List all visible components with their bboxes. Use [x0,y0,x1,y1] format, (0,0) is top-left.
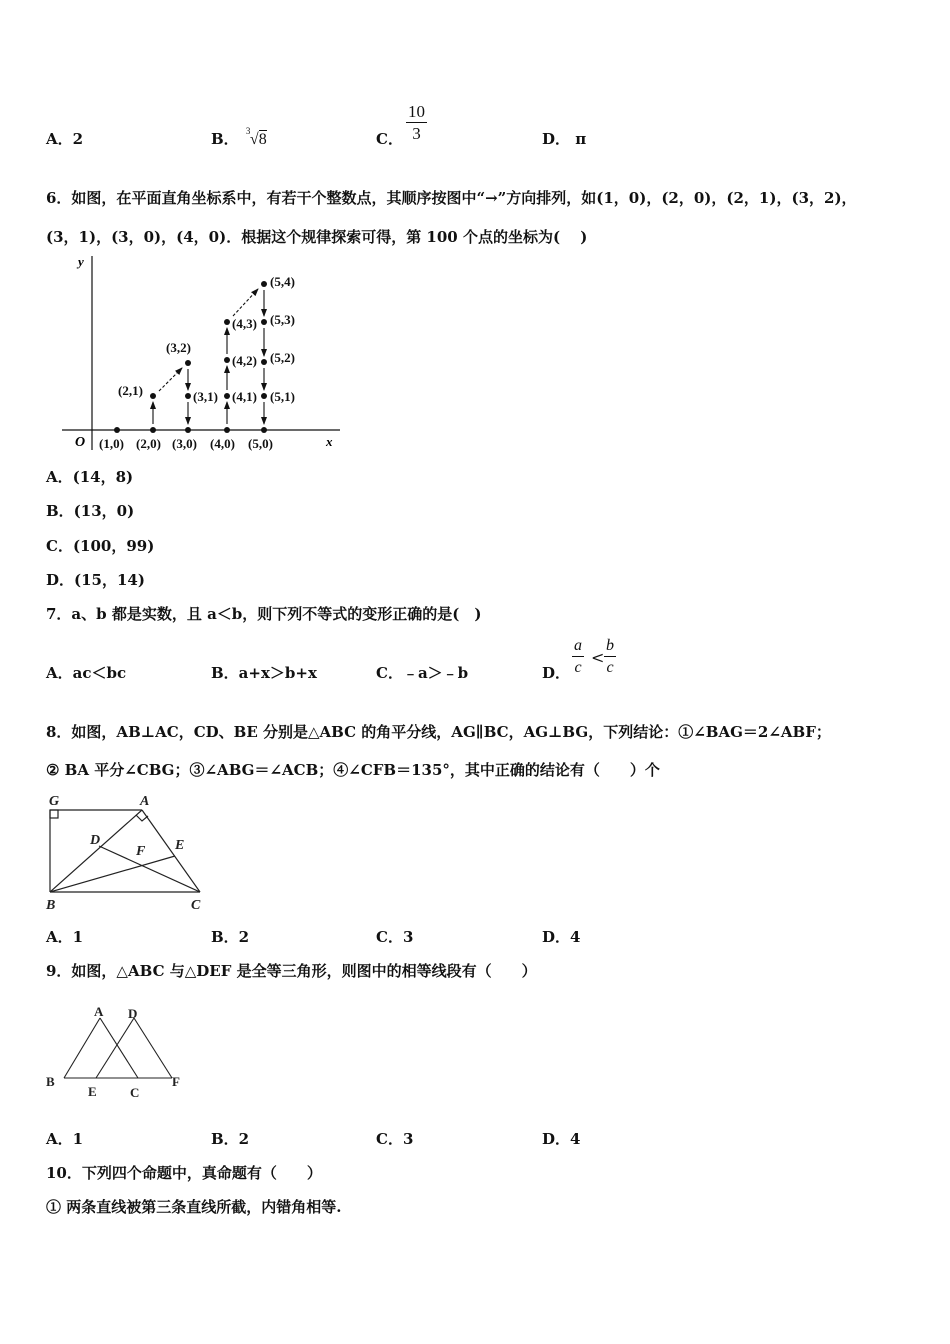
q8-stem-line2: ② BA 平分∠CBG；③∠ABG＝∠ACB；④∠CFB＝135°，其中正确的结论有（ ）个 [46,761,660,779]
q6-x-label: x [326,434,333,449]
q9-line-AB [64,1018,100,1078]
q5-option-c-label: C． [376,130,403,148]
q8-line-CD [99,846,200,892]
q6-y-label: y [78,254,84,269]
q5-cube-root: 3 √8 [245,126,267,148]
q6-point-4-3 [224,319,230,325]
q9-label-D: D [128,1006,138,1021]
q6-label-3-1: (3,1) [193,389,218,404]
q8-triangle-figure [44,788,214,914]
q8-right-angle-G [50,810,58,818]
q6-option-b: B．(13，0) [46,502,135,520]
q5-option-b-label: B． [211,130,239,148]
q6-point-5-3 [261,319,267,325]
q7-d-den1: c [574,659,582,676]
q6-label-2-0: (2,0) [136,436,161,451]
q6-point-3-1 [185,393,191,399]
q6-point-4-1 [224,393,230,399]
q8-label-F: F [136,844,146,859]
q9-label-A: A [94,1004,104,1019]
q7-d-num1: a [572,636,584,657]
q6-label-3-0: (3,0) [172,436,197,451]
q9-option-b: B．2 [211,1130,250,1148]
q6-point-2-0 [150,427,156,433]
q7-d-den2: c [606,659,614,676]
q5-c-denominator: 3 [412,124,421,143]
q9-stem: 9．如图，△ABC 与△DEF 是全等三角形，则图中的相等线段有（ ） [46,962,537,980]
q8-label-C: C [191,898,201,913]
q8-label-B: B [46,898,56,913]
q6-label-5-4: (5,4) [270,274,295,289]
q8-option-d: D．4 [542,928,581,946]
q5-option-a: A．2 [46,130,84,148]
q9-option-a: A．1 [46,1130,84,1148]
q7-d-fraction-right [604,636,616,679]
q5-root-index: 3 [245,126,251,136]
q6-point-5-0 [261,427,267,433]
q6-coordinate-figure [58,252,348,454]
q7-option-b: B．a+x＞b+x [211,664,317,682]
q6-point-1-0 [114,427,120,433]
q5-option-c-fraction [406,102,427,145]
q9-line-AC [100,1018,138,1078]
q5-option-b [211,128,267,149]
q8-label-D: D [90,833,101,848]
q7-option-a: A．ac＜bc [46,664,127,682]
q6-arrow-diag-2 [233,289,258,316]
q7-d-less-than: < [591,648,605,667]
q6-point-5-1 [261,393,267,399]
q6-label-5-1: (5,1) [270,389,295,404]
q7-d-num2: b [604,636,616,657]
q8-label-E: E [175,838,185,853]
q8-line-AC [142,810,200,892]
q6-point-5-2 [261,359,267,365]
q8-option-a: A．1 [46,928,84,946]
q6-point-4-0 [224,427,230,433]
q6-label-4-3: (4,3) [232,316,257,331]
q5-c-numerator: 10 [408,102,425,121]
q6-label-4-0: (4,0) [210,436,235,451]
q7-option-d-label: D． [542,664,571,682]
q7-stem: 7．a、b 都是实数，且 a＜b，则下列不等式的变形正确的是( ) [46,605,482,623]
q7-option-c: C．﹣a＞﹣b [376,664,469,682]
q6-label-5-0: (5,0) [248,436,273,451]
q9-line-DE [96,1018,134,1078]
q6-point-5-4 [261,281,267,287]
q6-stem-line1: 6．如图，在平面直角坐标系中，有若干个整数点，其顺序按图中“→”方向排列，如(1，0)，(2，0)，(2，1)，(3，2)， [46,189,857,207]
q10-item-1: ① 两条直线被第三条直线所截，内错角相等. [46,1198,342,1216]
q8-label-A: A [140,794,150,809]
q6-label-3-2: (3,2) [166,340,191,355]
q6-point-2-1 [150,393,156,399]
q10-stem: 10．下列四个命题中，真命题有（ ） [46,1164,322,1182]
q8-option-c: C．3 [376,928,414,946]
q5-root-radicand: 8 [258,131,267,148]
q8-option-b: B．2 [211,928,250,946]
q6-point-3-2 [185,360,191,366]
q9-label-F: F [172,1074,180,1089]
q6-origin-label: O [75,435,86,450]
q6-label-4-1: (4,1) [232,389,257,404]
q8-label-G: G [49,794,60,809]
q9-triangles-figure [44,1002,190,1102]
q6-label-5-2: (5,2) [270,350,295,365]
q6-point-4-2 [224,357,230,363]
q8-line-BE [50,856,175,892]
q6-label-5-3: (5,3) [270,312,295,327]
q6-label-2-1: (2,1) [118,383,143,398]
q5-option-d: D． π [542,130,587,148]
q9-option-c: C．3 [376,1130,414,1148]
q9-line-DF [134,1018,172,1078]
q6-option-d: D．(15，14) [46,571,145,589]
q6-stem-line2: (3，1)，(3，0)，(4，0)．根据这个规律探索可得，第 100 个点的坐标为( ) [46,228,588,246]
q6-arrow-diag-1 [159,368,182,391]
q9-label-E: E [88,1084,97,1099]
q6-label-4-2: (4,2) [232,353,257,368]
q9-label-B: B [46,1074,55,1089]
q8-stem-line1: 8．如图，AB⊥AC，CD、BE 分别是△ABC 的角平分线，AG∥BC，AG⊥BG，下列结论：①∠BAG＝2∠ABF； [46,723,831,741]
q9-label-C: C [130,1085,140,1100]
q6-point-3-0 [185,427,191,433]
q9-option-d: D．4 [542,1130,581,1148]
q6-option-a: A．(14，8) [46,468,134,486]
q6-option-c: C．(100，99) [46,537,155,555]
q8-line-BA [50,810,142,892]
q6-label-1-0: (1,0) [99,436,124,451]
q7-d-fraction-left [572,636,584,679]
